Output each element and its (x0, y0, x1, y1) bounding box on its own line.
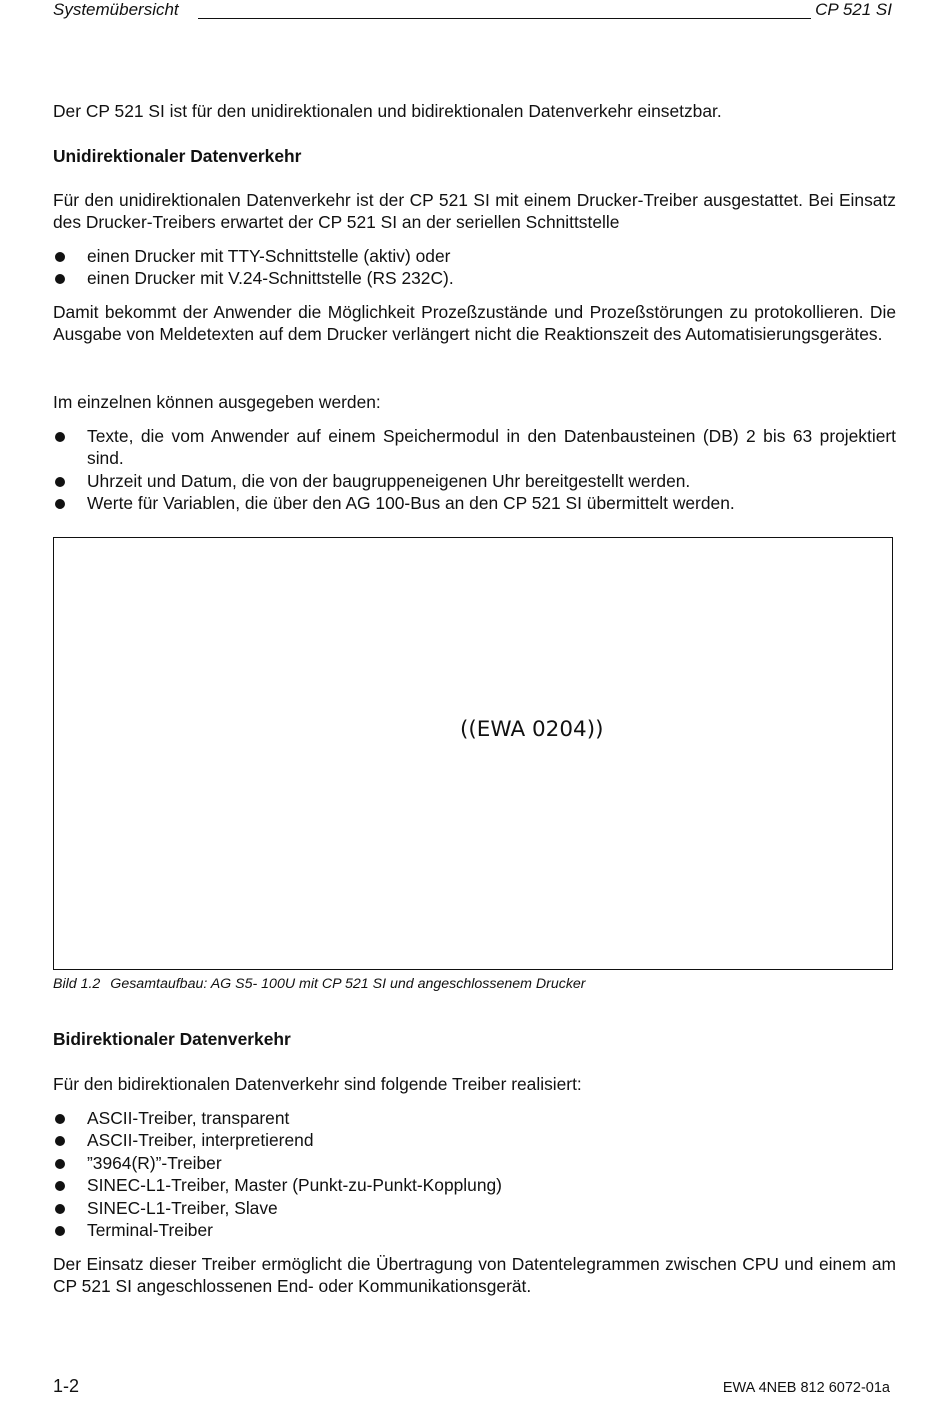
uni-paragraph-3: Im einzelnen können ausgegeben werden: (53, 392, 381, 412)
bi-paragraph-1: Für den bidirektionalen Datenverkehr sind folgende Treiber realisiert: (53, 1074, 582, 1094)
list-item: ASCII-Treiber, transparent (53, 1107, 896, 1129)
uni-paragraph-1: Für den unidirektionalen Datenverkehr ist der CP 521 SI mit einem Drucker-Treiber ausgestattet. Bei Einsatz des Drucker-Treibers erwartet der CP 521 SI an der seriellen Schnittstelle (53, 190, 896, 233)
list-item: einen Drucker mit V.24-Schnittstelle (RS 232C). (53, 267, 896, 289)
figure-frame (53, 537, 893, 970)
list-item: ”3964(R)”-Treiber (53, 1152, 896, 1174)
caption-number: Bild 1.2 (53, 976, 101, 992)
heading-bidirectional: Bidirektionaler Datenverkehr (53, 1029, 291, 1049)
caption-text: Gesamtaufbau: AG S5- 100U mit CP 521 SI und angeschlossenem Drucker (110, 976, 586, 992)
list-item: einen Drucker mit TTY-Schnittstelle (aktiv) oder (53, 245, 896, 267)
header-section-title: Systemübersicht (53, 0, 179, 19)
intro-paragraph: Der CP 521 SI ist für den unidirektionalen und bidirektionalen Datenverkehr einsetzbar. (53, 101, 722, 121)
list-item: SINEC-L1-Treiber, Master (Punkt-zu-Punkt-Kopplung) (53, 1174, 896, 1196)
heading-unidirectional: Unidirektionaler Datenverkehr (53, 146, 302, 166)
list-item: ASCII-Treiber, interpretierend (53, 1129, 896, 1151)
header-rule (198, 18, 811, 19)
document-code: EWA 4NEB 812 6072-01a (722, 1380, 890, 1396)
driver-bullet-list (53, 1107, 896, 1241)
bi-paragraph-2: Der Einsatz dieser Treiber ermöglicht die Übertragung von Datentelegrammen zwischen CPU und einem am CP 521 SI angeschlossenen End- oder Kommunikationsgerät. (53, 1254, 896, 1297)
figure-caption (53, 975, 586, 993)
list-item: SINEC-L1-Treiber, Slave (53, 1197, 896, 1219)
list-item: Terminal-Treiber (53, 1219, 896, 1241)
list-item: Texte, die vom Anwender auf einem Speichermodul in den Datenbausteinen (DB) 2 bis 63 projektiert sind. (53, 425, 896, 470)
uni-paragraph-2: Damit bekommt der Anwender die Möglichkeit Prozeßzustände und Prozeßstörungen zu protokollieren. Die Ausgabe von Meldetexten auf dem Drucker verlängert nicht die Reaktionszeit des Automatisierungsgerätes. (53, 302, 896, 345)
header-product-title: CP 521 SI (815, 0, 892, 19)
list-item: Uhrzeit und Datum, die von der baugruppeneigenen Uhr bereitgestellt werden. (53, 470, 896, 492)
page-number: 1-2 (53, 1376, 80, 1396)
list-item: Werte für Variablen, die über den AG 100-Bus an den CP 521 SI übermittelt werden. (53, 492, 896, 514)
printer-bullet-list (53, 245, 896, 290)
output-bullet-list (53, 425, 896, 515)
figure-placeholder: ((EWA 0204)) (460, 717, 604, 742)
